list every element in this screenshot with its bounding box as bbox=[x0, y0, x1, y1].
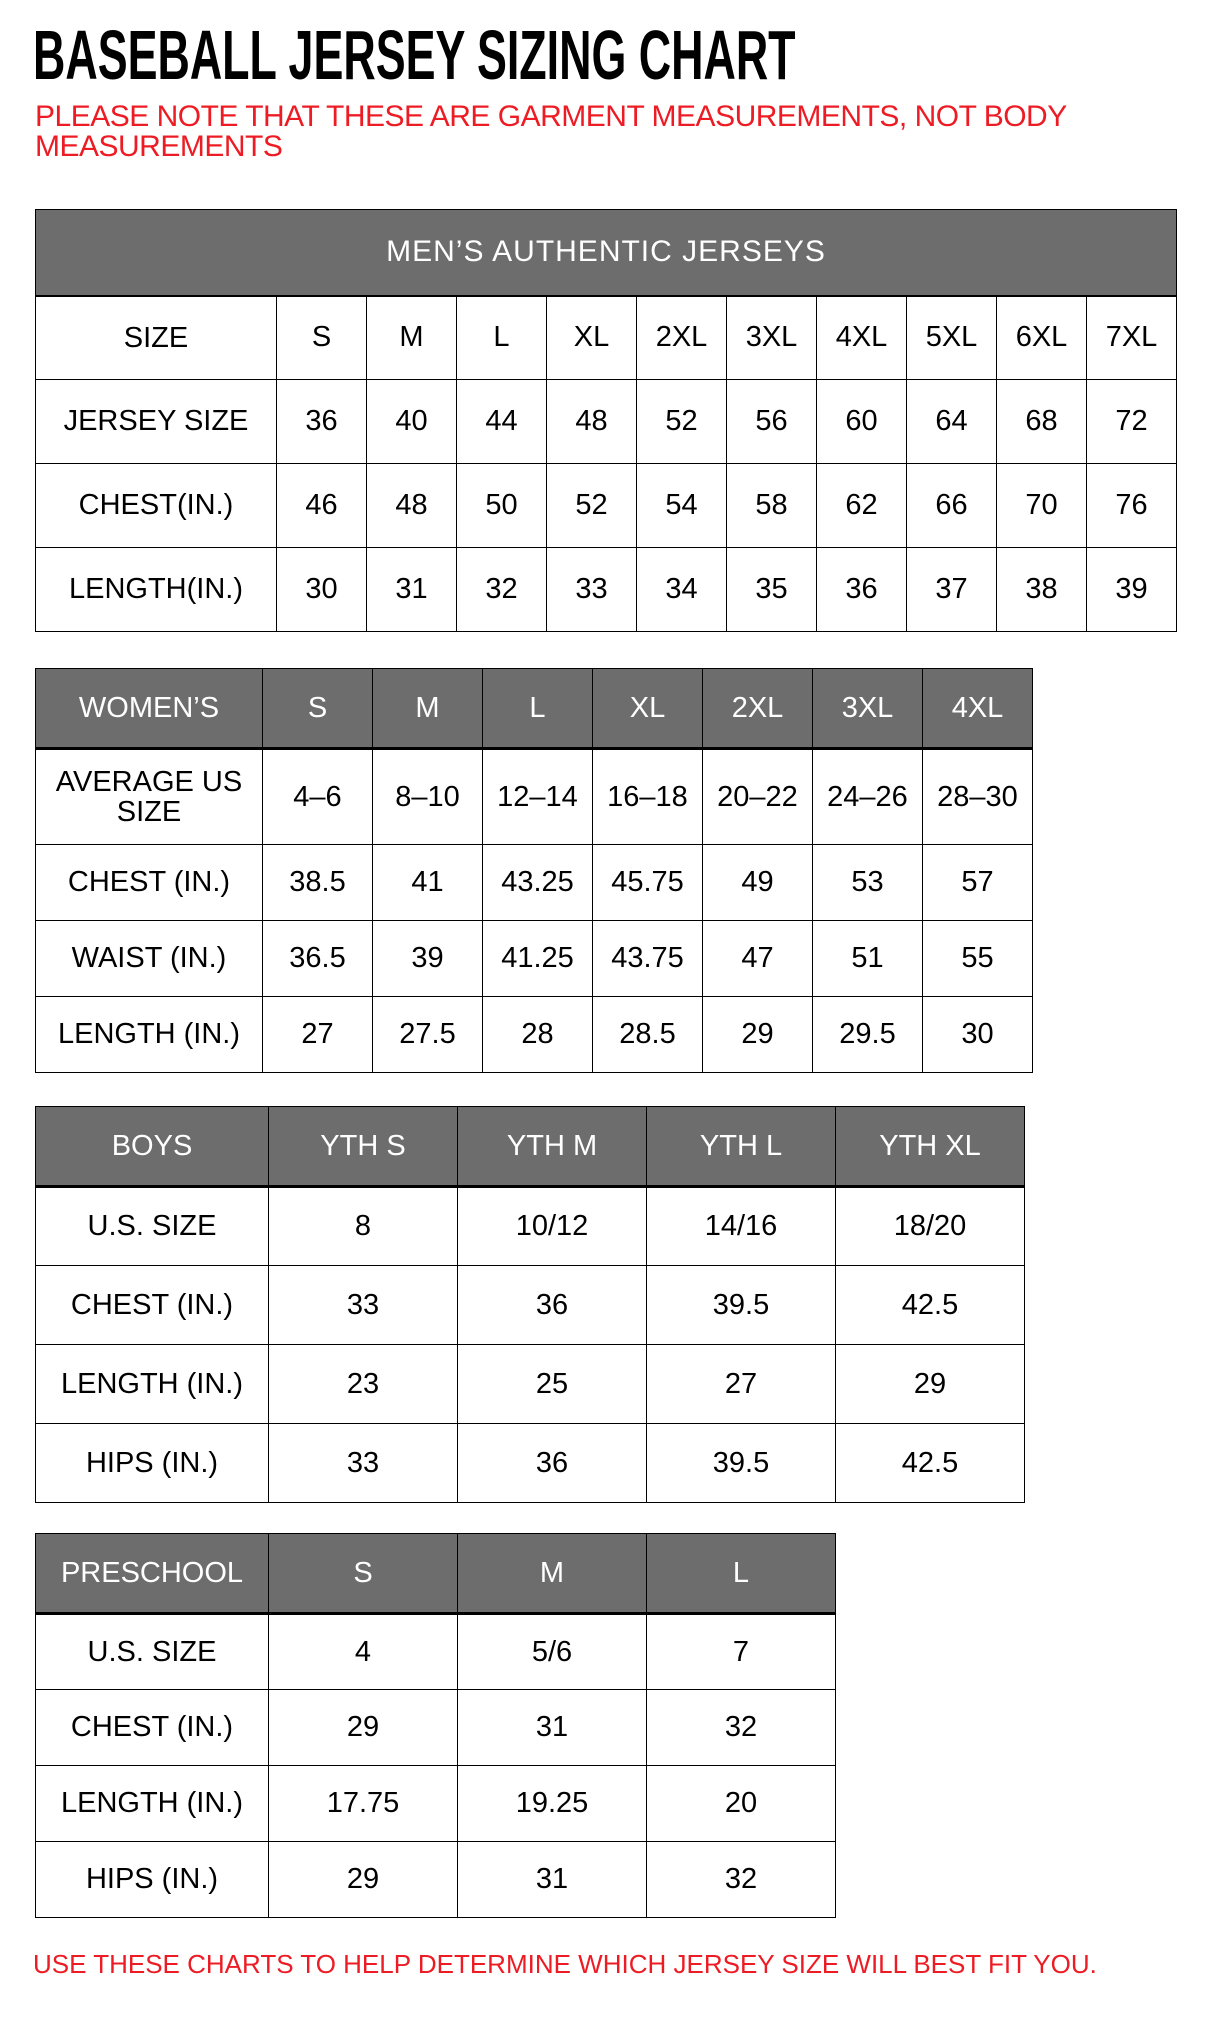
womens-row-label-3: LENGTH (IN.) bbox=[36, 997, 263, 1073]
mens-cell-1-4: 54 bbox=[637, 464, 727, 548]
preschool-cell-1-0: 29 bbox=[269, 1690, 458, 1766]
preschool-row-label-0: U.S. SIZE bbox=[36, 1614, 269, 1690]
preschool-row-label-3: HIPS (IN.) bbox=[36, 1842, 269, 1918]
footer-note: USE THESE CHARTS TO HELP DETERMINE WHICH JERSEY SIZE WILL BEST FIT YOU. bbox=[33, 1949, 1097, 1979]
mens-row-2 bbox=[36, 548, 1177, 632]
boys-sizing-table bbox=[35, 1106, 1025, 1503]
mens-col-header-3: XL bbox=[547, 296, 637, 380]
mens-columns-row bbox=[36, 296, 1177, 380]
mens-cell-2-5: 35 bbox=[727, 548, 817, 632]
preschool-row-1 bbox=[36, 1690, 836, 1766]
boys-cell-3-2: 39.5 bbox=[647, 1424, 836, 1503]
womens-cell-1-1: 41 bbox=[373, 845, 483, 921]
mens-cell-1-7: 66 bbox=[907, 464, 997, 548]
mens-col-header-9: 7XL bbox=[1087, 296, 1177, 380]
mens-cell-0-8: 68 bbox=[997, 380, 1087, 464]
mens-cell-2-6: 36 bbox=[817, 548, 907, 632]
womens-cell-1-0: 38.5 bbox=[263, 845, 373, 921]
womens-cell-0-2: 12–14 bbox=[483, 749, 593, 845]
boys-col-header-3: YTH XL bbox=[836, 1107, 1025, 1187]
boys-col-header-1: YTH M bbox=[458, 1107, 647, 1187]
mens-cell-2-2: 32 bbox=[457, 548, 547, 632]
boys-cell-3-3: 42.5 bbox=[836, 1424, 1025, 1503]
mens-col-header-2: L bbox=[457, 296, 547, 380]
boys-col-header-0: YTH S bbox=[269, 1107, 458, 1187]
womens-cell-3-2: 28 bbox=[483, 997, 593, 1073]
womens-cell-3-5: 29.5 bbox=[813, 997, 923, 1073]
mens-cell-1-8: 70 bbox=[997, 464, 1087, 548]
boys-corner-label: BOYS bbox=[36, 1107, 269, 1187]
womens-cell-0-6: 28–30 bbox=[923, 749, 1033, 845]
womens-cell-1-2: 43.25 bbox=[483, 845, 593, 921]
mens-row-label-1: CHEST(IN.) bbox=[36, 464, 277, 548]
mens-cell-0-4: 52 bbox=[637, 380, 727, 464]
preschool-col-header-1: M bbox=[458, 1534, 647, 1614]
womens-cell-2-4: 47 bbox=[703, 921, 813, 997]
preschool-col-header-2: L bbox=[647, 1534, 836, 1614]
boys-row-label-2: LENGTH (IN.) bbox=[36, 1345, 269, 1424]
preschool-cell-3-0: 29 bbox=[269, 1842, 458, 1918]
mens-cell-2-7: 37 bbox=[907, 548, 997, 632]
womens-row-3 bbox=[36, 997, 1033, 1073]
boys-cell-2-3: 29 bbox=[836, 1345, 1025, 1424]
mens-row-label-2: LENGTH(IN.) bbox=[36, 548, 277, 632]
mens-cell-1-0: 46 bbox=[277, 464, 367, 548]
womens-cell-1-5: 53 bbox=[813, 845, 923, 921]
womens-col-header-4: 2XL bbox=[703, 669, 813, 749]
womens-col-header-2: L bbox=[483, 669, 593, 749]
boys-cell-1-0: 33 bbox=[269, 1266, 458, 1345]
preschool-cell-2-2: 20 bbox=[647, 1766, 836, 1842]
womens-cell-2-3: 43.75 bbox=[593, 921, 703, 997]
boys-cell-3-1: 36 bbox=[458, 1424, 647, 1503]
mens-cell-0-6: 60 bbox=[817, 380, 907, 464]
womens-row-label-1: CHEST (IN.) bbox=[36, 845, 263, 921]
mens-cell-2-4: 34 bbox=[637, 548, 727, 632]
preschool-row-3 bbox=[36, 1842, 836, 1918]
preschool-row-0 bbox=[36, 1614, 836, 1690]
womens-cell-0-3: 16–18 bbox=[593, 749, 703, 845]
mens-cell-0-3: 48 bbox=[547, 380, 637, 464]
preschool-cell-3-2: 32 bbox=[647, 1842, 836, 1918]
preschool-corner-label: PRESCHOOL bbox=[36, 1534, 269, 1614]
mens-cell-2-0: 30 bbox=[277, 548, 367, 632]
boys-cell-2-2: 27 bbox=[647, 1345, 836, 1424]
womens-cell-2-0: 36.5 bbox=[263, 921, 373, 997]
womens-cell-0-1: 8–10 bbox=[373, 749, 483, 845]
boys-row-label-3: HIPS (IN.) bbox=[36, 1424, 269, 1503]
womens-cell-3-0: 27 bbox=[263, 997, 373, 1073]
mens-cell-2-3: 33 bbox=[547, 548, 637, 632]
boys-cell-1-3: 42.5 bbox=[836, 1266, 1025, 1345]
mens-col-header-5: 3XL bbox=[727, 296, 817, 380]
boys-row-label-1: CHEST (IN.) bbox=[36, 1266, 269, 1345]
mens-col-header-6: 4XL bbox=[817, 296, 907, 380]
preschool-cell-2-0: 17.75 bbox=[269, 1766, 458, 1842]
womens-cell-0-5: 24–26 bbox=[813, 749, 923, 845]
womens-col-header-1: M bbox=[373, 669, 483, 749]
preschool-row-label-2: LENGTH (IN.) bbox=[36, 1766, 269, 1842]
boys-cell-2-0: 23 bbox=[269, 1345, 458, 1424]
boys-col-header-2: YTH L bbox=[647, 1107, 836, 1187]
boys-cell-0-1: 10/12 bbox=[458, 1187, 647, 1266]
mens-col-header-4: 2XL bbox=[637, 296, 727, 380]
womens-cell-3-1: 27.5 bbox=[373, 997, 483, 1073]
womens-columns-row bbox=[36, 669, 1033, 749]
boys-row-2 bbox=[36, 1345, 1025, 1424]
mens-table-header-row bbox=[36, 210, 1177, 296]
boys-row-3 bbox=[36, 1424, 1025, 1503]
boys-row-1 bbox=[36, 1266, 1025, 1345]
garment-measurements-note: PLEASE NOTE THAT THESE ARE GARMENT MEASUREMENTS, NOT BODY MEASUREMENTS bbox=[35, 100, 1067, 163]
womens-cell-3-3: 28.5 bbox=[593, 997, 703, 1073]
boys-cell-0-0: 8 bbox=[269, 1187, 458, 1266]
page-title: BASEBALL JERSEY SIZING CHART bbox=[33, 16, 796, 94]
preschool-cell-0-1: 5/6 bbox=[458, 1614, 647, 1690]
boys-cell-2-1: 25 bbox=[458, 1345, 647, 1424]
womens-row-label-0: AVERAGE US SIZE bbox=[36, 749, 263, 845]
womens-cell-2-6: 55 bbox=[923, 921, 1033, 997]
womens-cell-2-2: 41.25 bbox=[483, 921, 593, 997]
womens-row-1 bbox=[36, 845, 1033, 921]
womens-row-label-2: WAIST (IN.) bbox=[36, 921, 263, 997]
boys-row-0 bbox=[36, 1187, 1025, 1266]
preschool-cell-0-0: 4 bbox=[269, 1614, 458, 1690]
preschool-cell-3-1: 31 bbox=[458, 1842, 647, 1918]
womens-corner-label: WOMEN’S bbox=[36, 669, 263, 749]
boys-columns-row bbox=[36, 1107, 1025, 1187]
mens-cell-2-9: 39 bbox=[1087, 548, 1177, 632]
preschool-cell-2-1: 19.25 bbox=[458, 1766, 647, 1842]
preschool-row-label-1: CHEST (IN.) bbox=[36, 1690, 269, 1766]
womens-cell-3-4: 29 bbox=[703, 997, 813, 1073]
womens-cell-3-6: 30 bbox=[923, 997, 1033, 1073]
preschool-sizing-table bbox=[35, 1533, 836, 1918]
mens-cell-2-8: 38 bbox=[997, 548, 1087, 632]
mens-table-title: MEN’S AUTHENTIC JERSEYS bbox=[36, 210, 1177, 296]
boys-cell-1-2: 39.5 bbox=[647, 1266, 836, 1345]
womens-col-header-6: 4XL bbox=[923, 669, 1033, 749]
womens-sizing-table bbox=[35, 668, 1033, 1073]
boys-cell-0-3: 18/20 bbox=[836, 1187, 1025, 1266]
preschool-cell-1-1: 31 bbox=[458, 1690, 647, 1766]
womens-row-2 bbox=[36, 921, 1033, 997]
boys-cell-0-2: 14/16 bbox=[647, 1187, 836, 1266]
mens-cell-0-1: 40 bbox=[367, 380, 457, 464]
womens-col-header-5: 3XL bbox=[813, 669, 923, 749]
mens-cell-1-9: 76 bbox=[1087, 464, 1177, 548]
boys-cell-1-1: 36 bbox=[458, 1266, 647, 1345]
mens-col-header-0: S bbox=[277, 296, 367, 380]
womens-cell-2-1: 39 bbox=[373, 921, 483, 997]
womens-cell-1-3: 45.75 bbox=[593, 845, 703, 921]
mens-cell-1-2: 50 bbox=[457, 464, 547, 548]
womens-row-0 bbox=[36, 749, 1033, 845]
womens-cell-2-5: 51 bbox=[813, 921, 923, 997]
mens-sizing-table bbox=[35, 209, 1177, 632]
boys-cell-3-0: 33 bbox=[269, 1424, 458, 1503]
womens-cell-0-4: 20–22 bbox=[703, 749, 813, 845]
mens-row-1 bbox=[36, 464, 1177, 548]
mens-cell-1-6: 62 bbox=[817, 464, 907, 548]
womens-col-header-0: S bbox=[263, 669, 373, 749]
mens-row-0 bbox=[36, 380, 1177, 464]
mens-col-header-8: 6XL bbox=[997, 296, 1087, 380]
preschool-columns-row bbox=[36, 1534, 836, 1614]
mens-cell-1-1: 48 bbox=[367, 464, 457, 548]
mens-cell-1-5: 58 bbox=[727, 464, 817, 548]
preschool-col-header-0: S bbox=[269, 1534, 458, 1614]
mens-row-label-0: JERSEY SIZE bbox=[36, 380, 277, 464]
mens-cell-0-5: 56 bbox=[727, 380, 817, 464]
mens-corner-label: SIZE bbox=[36, 296, 277, 380]
mens-cell-2-1: 31 bbox=[367, 548, 457, 632]
preschool-cell-1-2: 32 bbox=[647, 1690, 836, 1766]
mens-cell-0-7: 64 bbox=[907, 380, 997, 464]
womens-cell-0-0: 4–6 bbox=[263, 749, 373, 845]
mens-cell-0-2: 44 bbox=[457, 380, 547, 464]
womens-col-header-3: XL bbox=[593, 669, 703, 749]
mens-cell-0-0: 36 bbox=[277, 380, 367, 464]
mens-cell-0-9: 72 bbox=[1087, 380, 1177, 464]
mens-col-header-1: M bbox=[367, 296, 457, 380]
womens-cell-1-6: 57 bbox=[923, 845, 1033, 921]
preschool-cell-0-2: 7 bbox=[647, 1614, 836, 1690]
mens-col-header-7: 5XL bbox=[907, 296, 997, 380]
boys-row-label-0: U.S. SIZE bbox=[36, 1187, 269, 1266]
preschool-row-2 bbox=[36, 1766, 836, 1842]
mens-cell-1-3: 52 bbox=[547, 464, 637, 548]
womens-cell-1-4: 49 bbox=[703, 845, 813, 921]
